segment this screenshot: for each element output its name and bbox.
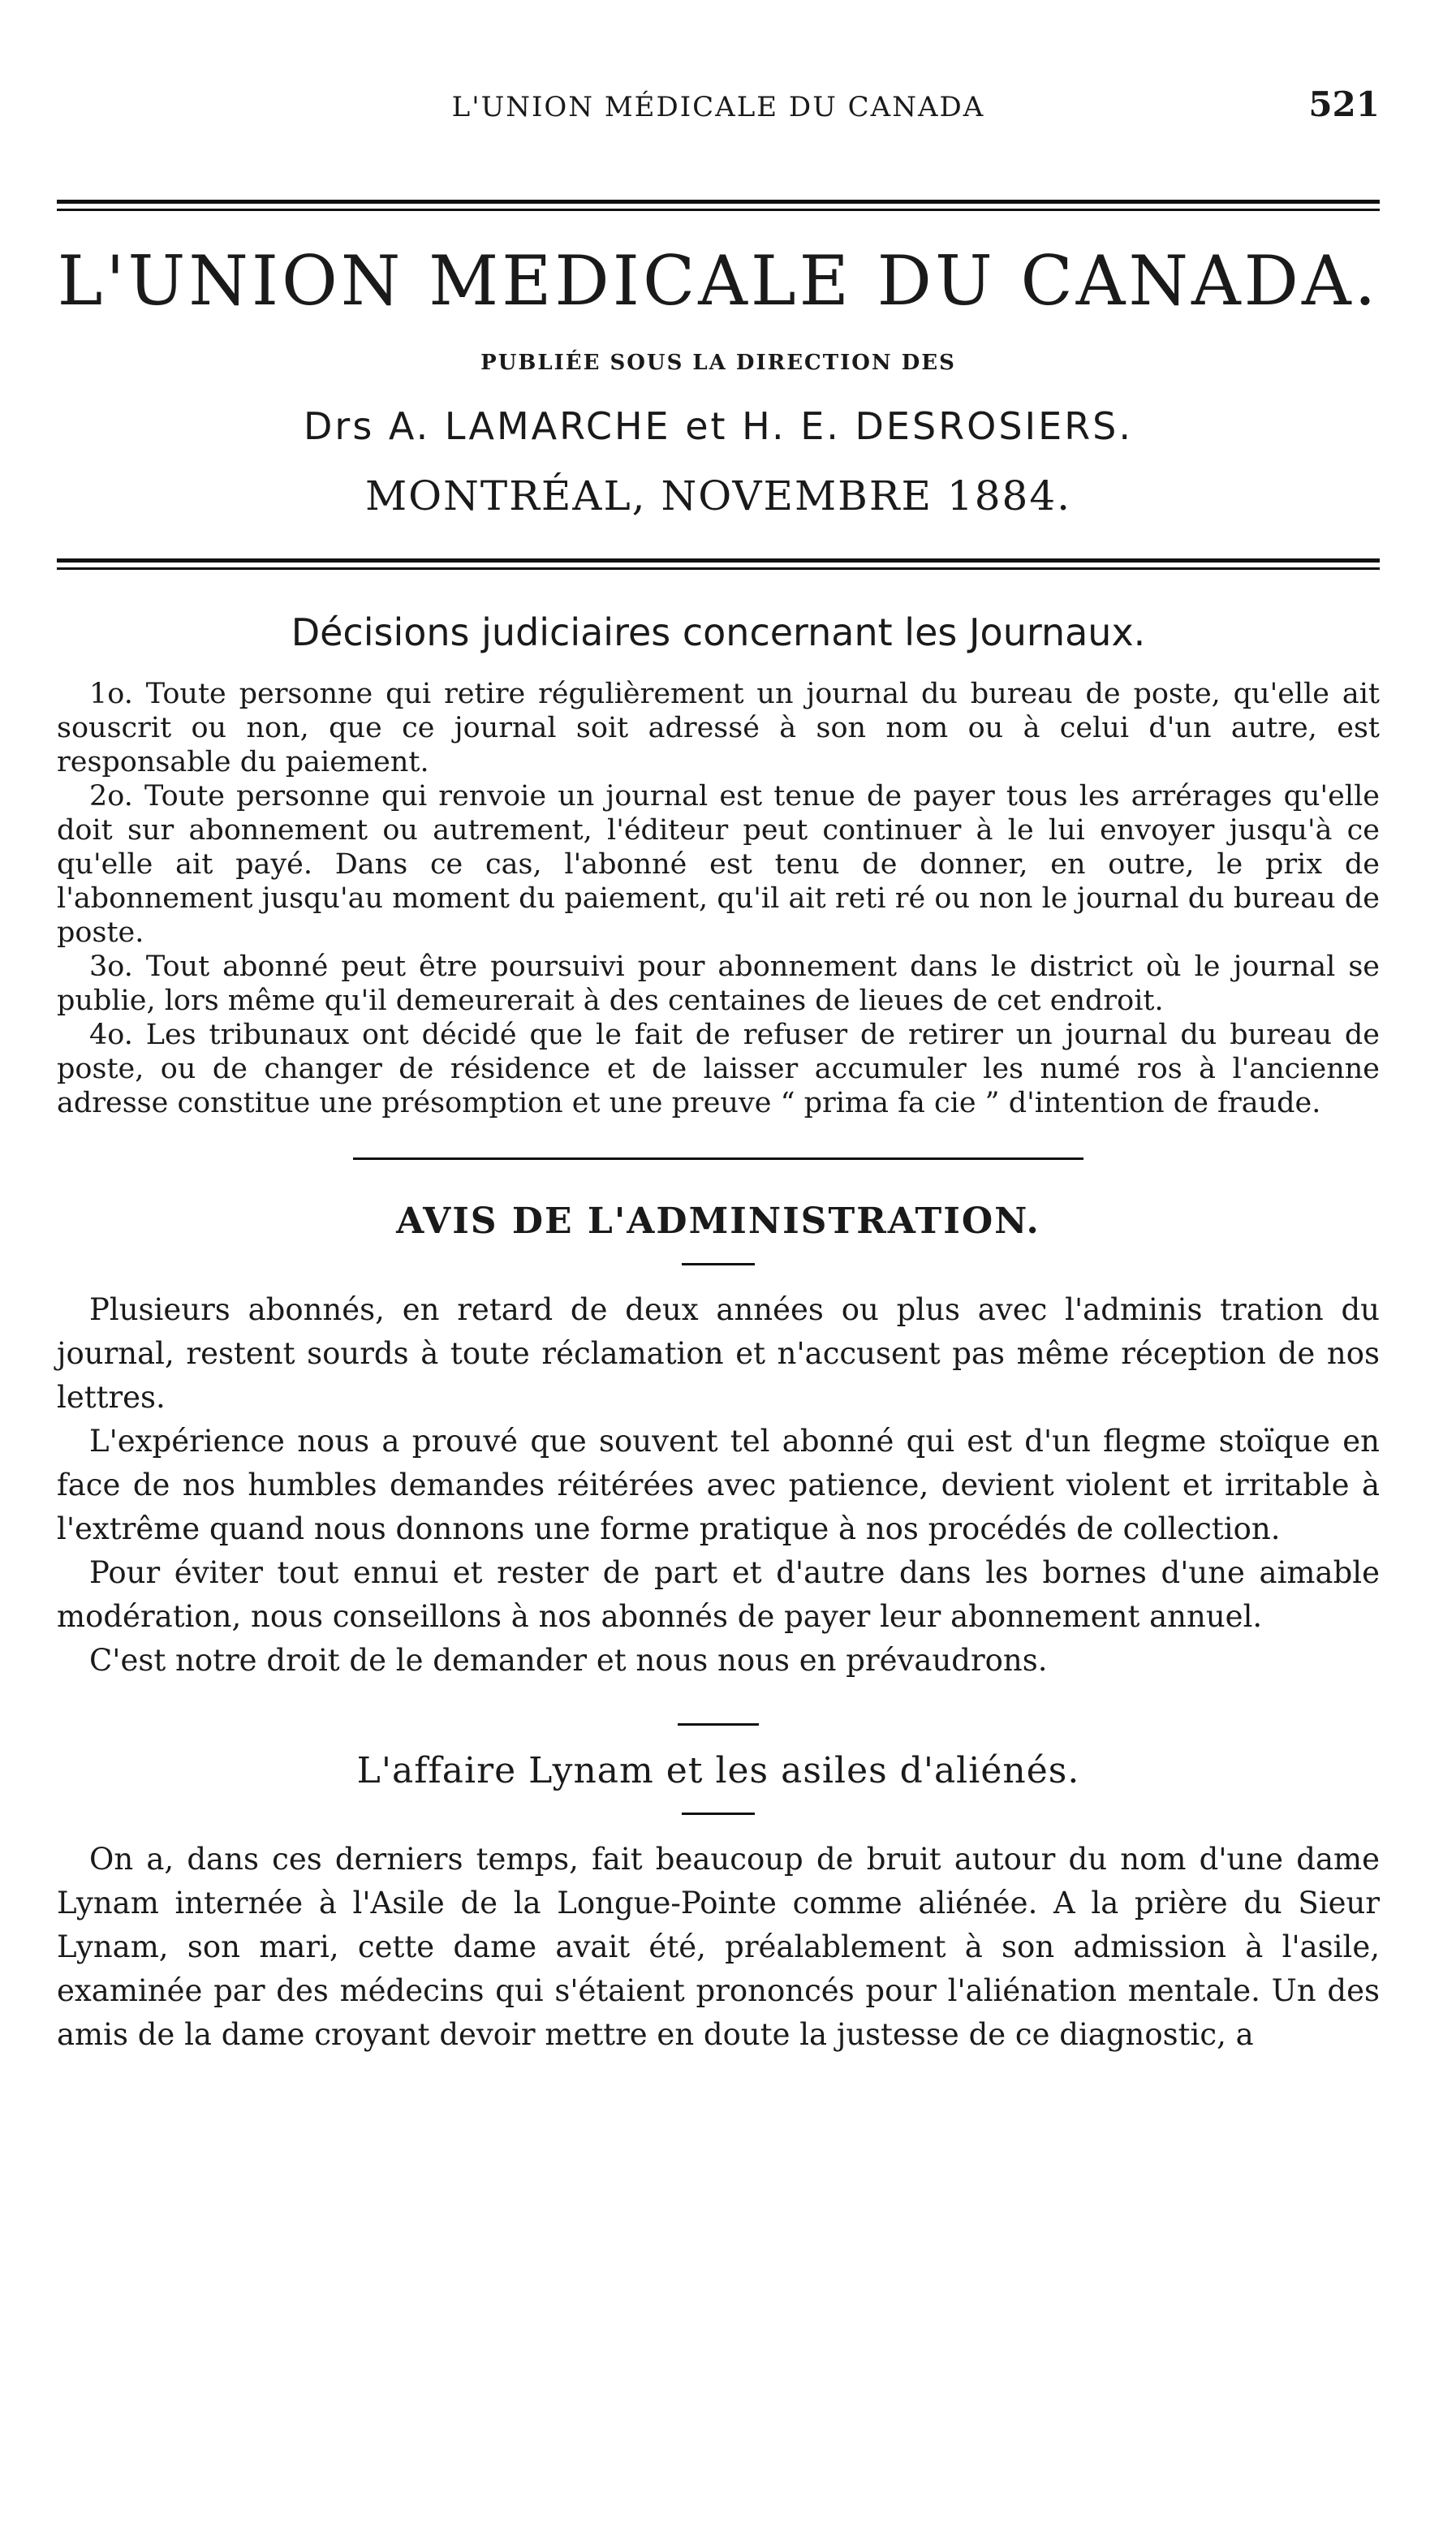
- section-title-lynam: L'affaire Lynam et les asiles d'aliénés.: [356, 1750, 1080, 1792]
- paragraph: 2o. Toute personne qui renvoie un journal est tenue de payer tous les arrérages qu'elle doit sur abonnement ou autrement, l'éditeur peut continuer à le lui envoyer jusqu'à ce qu'elle ait payé. Dans ce cas, l'abonné est tenu de donner, en outre, le prix de l'abonnement jusqu'au moment du paiement, qu'il ait reti ré ou non le journal du bureau de poste.: [57, 780, 1380, 950]
- journal-directors: Drs A. LAMARCHE et H. E. DESROSIERS.: [304, 404, 1133, 449]
- journal-subtitle: PUBLIÉE SOUS LA DIRECTION DES: [480, 351, 956, 376]
- document-page: [57, 0, 1380, 2057]
- masthead: [57, 241, 1380, 520]
- section-body-decisions: [57, 677, 1380, 1120]
- masthead-top-rule: [57, 200, 1380, 211]
- paragraph: Plusieurs abonnés, en retard de deux années ou plus avec l'adminis tration du journal, restent sourds à toute réclamation et n'accusent pas même réception de nos lettres.: [57, 1292, 1380, 1416]
- paragraph: Pour éviter tout ennui et rester de part et d'autre dans les bornes d'une aimable modération, nous conseillons à nos abonnés de payer leur abonnement annuel.: [57, 1555, 1380, 1635]
- section-title-decisions: Décisions judiciaires concernant les Journaux.: [291, 610, 1146, 655]
- title-underline: [682, 1813, 755, 1815]
- paragraph: 1o. Toute personne qui retire régulièrement un journal du bureau de poste, qu'elle ait souscrit ou non, que ce journal soit adressé à son nom ou à celui d'un autre, est responsable du paiement.: [57, 678, 1380, 779]
- issue-place-date: MONTRÉAL, NOVEMBRE 1884.: [364, 472, 1072, 520]
- paragraph: C'est notre droit de le demander et nous nous en prévaudrons.: [89, 1643, 1048, 1679]
- paragraph: L'expérience nous a prouvé que souvent tel abonné qui est d'un flegme stoïque en face de nos humbles demandes réitérées avec patience, devient violent et irritable à l'extrême quand nous donnons une forme pratique à nos procédés de collection.: [57, 1424, 1380, 1547]
- page-number: 521: [1308, 84, 1380, 124]
- paragraph: On a, dans ces derniers temps, fait beaucoup de bruit autour du nom d'une dame Lynam internée à l'Asile de la Longue-Pointe comme aliénée. A la prière du Sieur Lynam, son mari, cette dame avait été, préalablement à son admission à l'asile, examinée par des médecins qui s'étaient prononcés pour l'aliénation mentale. Un des amis de la dame croyant devoir mettre en doute la justesse de ce diagnostic, a: [57, 1842, 1380, 2053]
- section-divider: [353, 1157, 1083, 1160]
- paragraph: 3o. Tout abonné peut être poursuivi pour abonnement dans le district où le journal se publie, lors même qu'il demeurerait à des centaines de lieues de cet endroit.: [57, 951, 1380, 1018]
- running-head-title: L'UNION MÉDICALE DU CANADA: [451, 91, 985, 123]
- paragraph: 4o. Les tribunaux ont décidé que le fait de refuser de retirer un journal du bureau de poste, ou de changer de résidence et de laisser accumuler les numé ros à l'ancienne adresse constitue une présomption et une preuve “ prima fa cie ” d'intention de fraude.: [57, 1019, 1380, 1120]
- masthead-bottom-rule: [57, 558, 1380, 570]
- section-title-avis: AVIS DE L'ADMINISTRATION.: [396, 1201, 1040, 1243]
- section-body-avis: [57, 1288, 1380, 1683]
- journal-title: L'UNION MEDICALE DU CANADA.: [57, 241, 1380, 321]
- section-divider-short: [678, 1723, 759, 1726]
- section-body-lynam: [57, 1838, 1380, 2057]
- title-underline: [682, 1263, 755, 1265]
- running-head: [57, 0, 1380, 122]
